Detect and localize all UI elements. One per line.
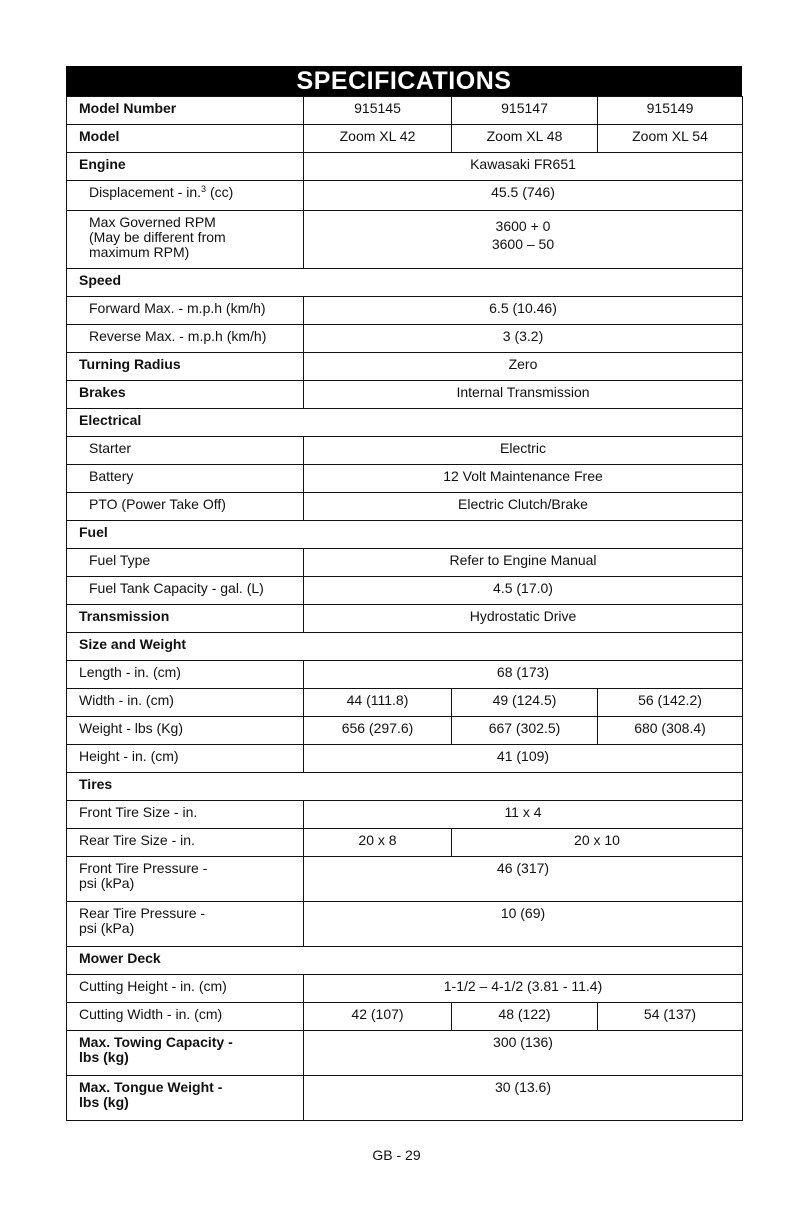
table-row <box>67 605 743 633</box>
spec-value: 56 (142.2) <box>598 689 743 717</box>
row-label: Max. Tongue Weight - lbs (kg) <box>67 1076 304 1121</box>
spec-value: 48 (122) <box>452 1003 598 1031</box>
row-label: Front Tire Size - in. <box>67 801 304 829</box>
specifications-table <box>66 96 743 1121</box>
row-label: Width - in. (cm) <box>67 689 304 717</box>
spec-value: 6.5 (10.46) <box>304 297 743 325</box>
spec-value: 3600 + 0 3600 – 50 <box>304 211 743 269</box>
table-row <box>67 1003 743 1031</box>
table-row <box>67 97 743 125</box>
row-label: Turning Radius <box>67 353 304 381</box>
section-title: Tires <box>67 773 743 801</box>
page-number: GB - 29 <box>372 1147 421 1163</box>
spec-value: Hydrostatic Drive <box>304 605 743 633</box>
row-label: Max. Towing Capacity - lbs (kg) <box>67 1031 304 1076</box>
row-label: Rear Tire Pressure - psi (kPa) <box>67 902 304 947</box>
spec-value: 4.5 (17.0) <box>304 577 743 605</box>
spec-value: 3 (3.2) <box>304 325 743 353</box>
table-row <box>67 153 743 181</box>
section-header <box>67 409 743 437</box>
spec-value: Zoom XL 54 <box>598 125 743 153</box>
table-row <box>67 297 743 325</box>
row-label: Fuel Type <box>67 549 304 577</box>
row-label: Cutting Height - in. (cm) <box>67 975 304 1003</box>
table-row <box>67 717 743 745</box>
row-label: Reverse Max. - m.p.h (km/h) <box>67 325 304 353</box>
section-title: Electrical <box>67 409 743 437</box>
table-row <box>67 829 743 857</box>
spec-value: 11 x 4 <box>304 801 743 829</box>
spec-value: Zero <box>304 353 743 381</box>
spec-value: 667 (302.5) <box>452 717 598 745</box>
page-title: SPECIFICATIONS <box>66 66 742 96</box>
row-label: Transmission <box>67 605 304 633</box>
table-row <box>67 549 743 577</box>
spec-value: 20 x 10 <box>452 829 743 857</box>
table-row <box>67 181 743 211</box>
table-row <box>67 1076 743 1121</box>
section-header <box>67 269 743 297</box>
row-label: Displacement - in.$^3$ (cc) <box>67 181 304 211</box>
section-title: Speed <box>67 269 743 297</box>
table-row <box>67 975 743 1003</box>
row-label: Front Tire Pressure - psi (kPa) <box>67 857 304 902</box>
table-row <box>67 745 743 773</box>
table-row <box>67 661 743 689</box>
row-label: Weight - lbs (Kg) <box>67 717 304 745</box>
spec-value: Zoom XL 42 <box>304 125 452 153</box>
spec-value: 30 (13.6) <box>304 1076 743 1121</box>
table-row <box>67 689 743 717</box>
section-header <box>67 947 743 975</box>
row-label: Cutting Width - in. (cm) <box>67 1003 304 1031</box>
row-label: Brakes <box>67 381 304 409</box>
section-title: Mower Deck <box>67 947 743 975</box>
table-row <box>67 381 743 409</box>
table-row <box>67 125 743 153</box>
spec-value: Internal Transmission <box>304 381 743 409</box>
row-label: Height - in. (cm) <box>67 745 304 773</box>
row-label: Model Number <box>67 97 304 125</box>
row-label: Battery <box>67 465 304 493</box>
spec-value: Zoom XL 48 <box>452 125 598 153</box>
spec-value: 680 (308.4) <box>598 717 743 745</box>
table-row <box>67 211 743 269</box>
row-label: PTO (Power Take Off) <box>67 493 304 521</box>
spec-value: 915149 <box>598 97 743 125</box>
table-row <box>67 493 743 521</box>
section-title: Fuel <box>67 521 743 549</box>
row-label: Max Governed RPM (May be different from maximum RPM) <box>67 211 304 269</box>
spec-value: 68 (173) <box>304 661 743 689</box>
spec-value: 12 Volt Maintenance Free <box>304 465 743 493</box>
section-title: Size and Weight <box>67 633 743 661</box>
table-row <box>67 577 743 605</box>
specifications-sheet <box>66 66 742 1121</box>
spec-value: 656 (297.6) <box>304 717 452 745</box>
spec-value: Electric Clutch/Brake <box>304 493 743 521</box>
spec-value: 45.5 (746) <box>304 181 743 211</box>
spec-value: 41 (109) <box>304 745 743 773</box>
table-row <box>67 465 743 493</box>
row-label: Forward Max. - m.p.h (km/h) <box>67 297 304 325</box>
table-row <box>67 1031 743 1076</box>
table-row <box>67 325 743 353</box>
section-header <box>67 773 743 801</box>
spec-value: Electric <box>304 437 743 465</box>
table-row <box>67 857 743 902</box>
table-row <box>67 801 743 829</box>
table-row <box>67 353 743 381</box>
spec-value: 915145 <box>304 97 452 125</box>
spec-value: 46 (317) <box>304 857 743 902</box>
spec-value: 10 (69) <box>304 902 743 947</box>
spec-value: 1-1/2 – 4-1/2 (3.81 - 11.4) <box>304 975 743 1003</box>
row-label: Starter <box>67 437 304 465</box>
spec-value: 44 (111.8) <box>304 689 452 717</box>
spec-value: 915147 <box>452 97 598 125</box>
row-label: Engine <box>67 153 304 181</box>
spec-value: 54 (137) <box>598 1003 743 1031</box>
row-label: Length - in. (cm) <box>67 661 304 689</box>
spec-value: 300 (136) <box>304 1031 743 1076</box>
table-row <box>67 437 743 465</box>
spec-value: 20 x 8 <box>304 829 452 857</box>
row-label: Fuel Tank Capacity - gal. (L) <box>67 577 304 605</box>
table-row <box>67 902 743 947</box>
row-label: Model <box>67 125 304 153</box>
spec-value: Kawasaki FR651 <box>304 153 743 181</box>
spec-value: 49 (124.5) <box>452 689 598 717</box>
row-label: Rear Tire Size - in. <box>67 829 304 857</box>
spec-value: 42 (107) <box>304 1003 452 1031</box>
spec-value: Refer to Engine Manual <box>304 549 743 577</box>
section-header <box>67 633 743 661</box>
section-header <box>67 521 743 549</box>
